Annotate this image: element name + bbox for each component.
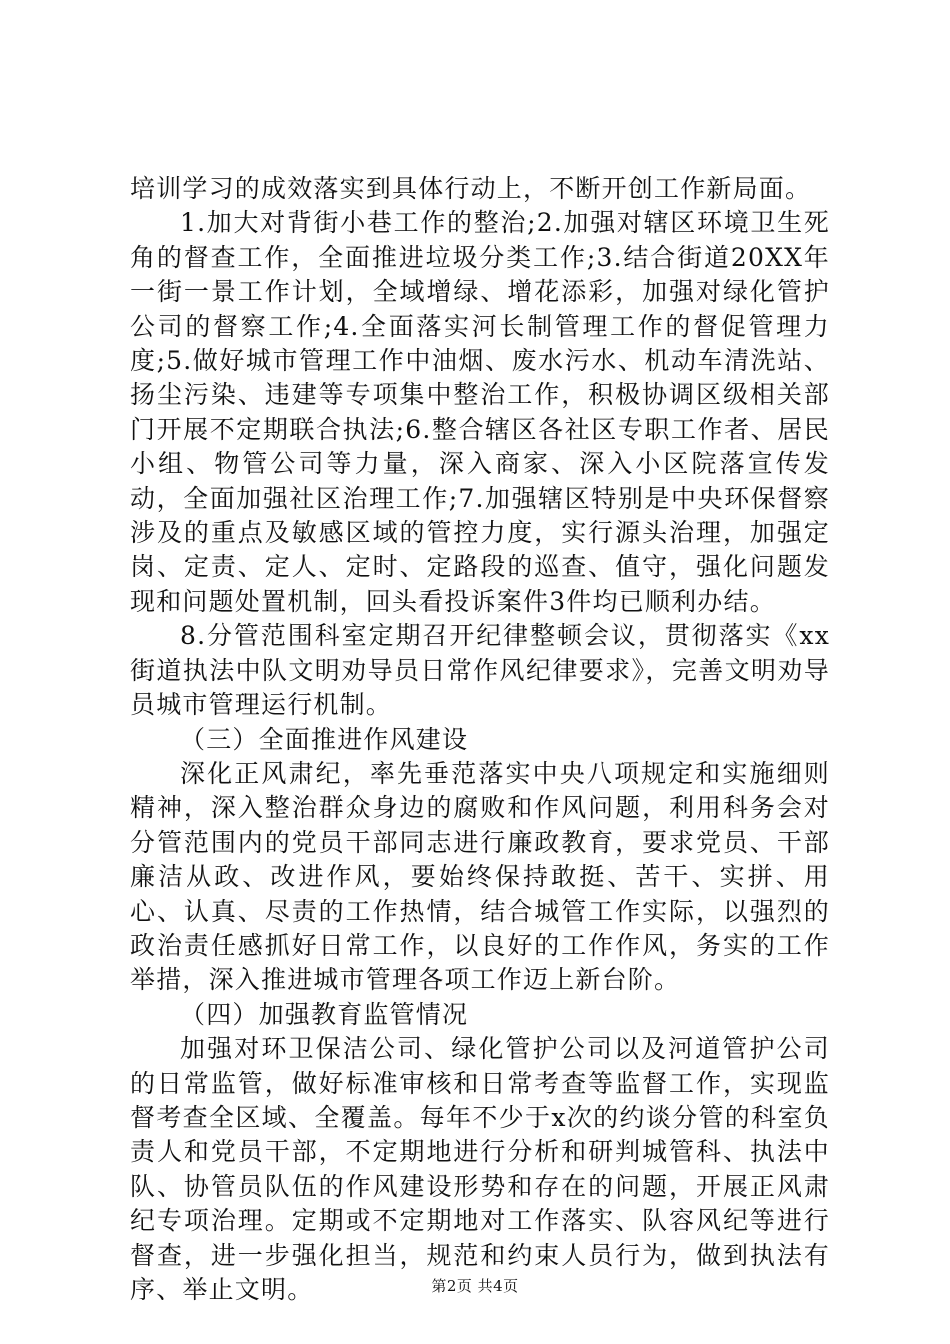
section-heading-4: （四）加强教育监管情况 — [180, 999, 469, 1029]
paragraph-supervision: 加强对环卫保洁公司、绿化管护公司以及河道管护公司的日常监管，做好标准审核和日常考查等监督工作，实现监督考查全区域、全覆盖。每年不少于x次的约谈分管的科室负责人和党员干部，不定期地进行分析和研判城管科、执法中队、协管员队伍的作风建设形势和存在的问题，开展正风肃纪专项治理。定期或不定期地对工作落实、队容风纪等进行督查，进一步强化担当，规范和约束人员行为，做到执法有序、举止文明。 — [130, 1034, 830, 1304]
paragraph-continuation: 培训学习的成效落实到具体行动上，不断开创工作新局面。 — [130, 174, 812, 203]
paragraph-items-1-7: 1.加大对背街小巷工作的整治;2.加强对辖区环境卫生死角的督查工作，全面推进垃圾分类工作;3.结合街道20XX年一街一景工作计划，全域增绿、增花添彩，加强对绿化管护公司的督察工作;4.全面落实河长制管理工作的督促管理力度;5.做好城市管理工作中油烟、废水污水、机动车清洗站、扬尘污染、违建等专项集中整治工作，积极协调区级相关部门开展不定期联合执法;6.整合辖区各社区专职工作者、居民小组、物管公司等力量，深入商家、深入小区院落宣传发动，全面加强社区治理工作;7.加强辖区特别是中央环保督察涉及的重点及敏感区域的管控力度，实行源头治理，加强定岗、定责、定人、定时、定路段的巡查、值守，强化问题发现和问题处置机制，回头看投诉案件3件均已顺利办结。 — [130, 208, 830, 616]
paragraph-work-style: 深化正风肃纪，率先垂范落实中央八项规定和实施细则精神，深入整治群众身边的腐败和作风问题，利用科务会对分管范围内的党员干部同志进行廉政教育，要求党员、干部廉洁从政、改进作风，要始终保持敢挺、苦干、实拼、用心、认真、尽责的工作热情，结合城管工作实际，以强烈的政治责任感抓好日常工作，以良好的工作作风，务实的工作举措，深入推进城市管理各项工作迈上新台阶。 — [130, 758, 830, 995]
paragraph-item-8: 8.分管范围科室定期召开纪律整顿会议，贯彻落实《xx街道执法中队文明劝导员日常作风纪律要求》，完善文明劝导员城市管理运行机制。 — [130, 621, 830, 720]
section-heading-3: （三）全面推进作风建设 — [180, 724, 469, 754]
page-number-footer: 第2页 共4页 — [431, 1277, 519, 1295]
document-body — [130, 172, 830, 1307]
